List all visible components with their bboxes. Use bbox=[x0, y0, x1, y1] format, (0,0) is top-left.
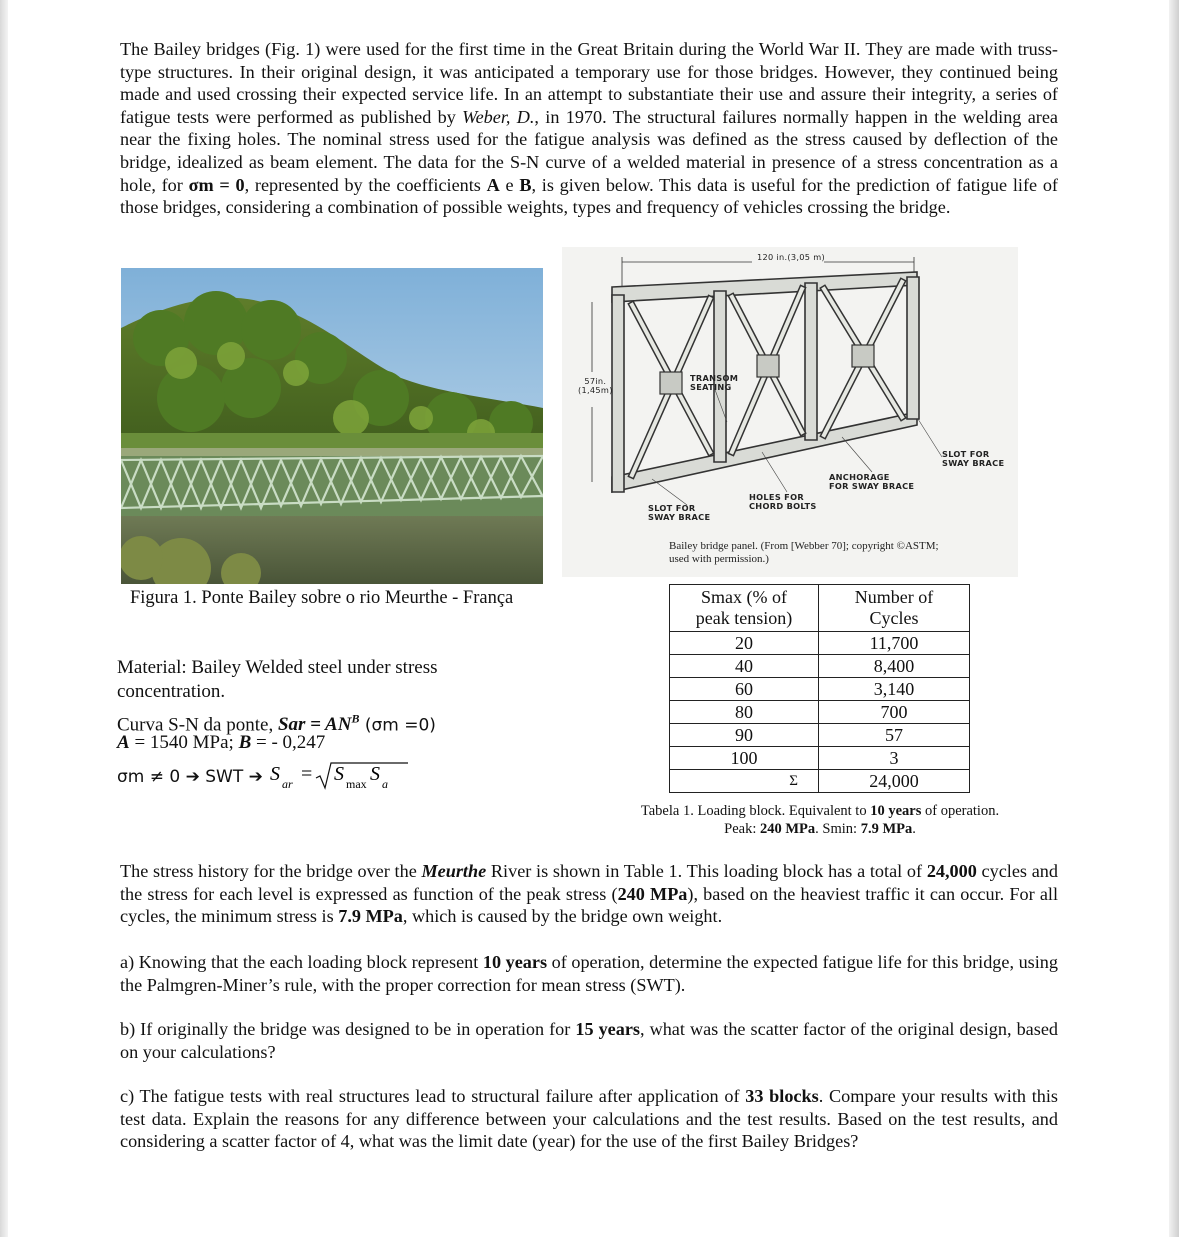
table-row bbox=[670, 632, 970, 655]
intro-text-4: , is given below. This data is useful for the prediction of fatigue life of those bridges, considering a combination of possible weights, types and frequency of vehicles crossing the bridge. bbox=[120, 174, 1058, 218]
table-cell-cycles: 700 bbox=[819, 701, 970, 724]
diagram-height-label-m: (1,45m) bbox=[578, 385, 613, 395]
intro-text-2: , in 1970. The structural failures normally happen in the welding area near the fixing holes. The nominal stress used for the fatigue analysis was defined as the stress caused by deflection of the bridge, idealized as beam element. The data for the S-N curve of a welded material in presence of a stress concentration as a hole, for bbox=[120, 106, 1058, 195]
question-a bbox=[120, 951, 1058, 996]
sn-coefficients bbox=[117, 731, 325, 755]
intro-coef-a: A bbox=[486, 174, 500, 195]
diagram-slot-right-label-2: SWAY BRACE bbox=[942, 458, 1005, 468]
table-row bbox=[670, 701, 970, 724]
question-b-text-1: b) If originally the bridge was designed to be in operation for bbox=[120, 1019, 576, 1039]
table-caption-peak: 240 MPa bbox=[759, 821, 816, 837]
diagram-transom-label-2: SEATING bbox=[690, 382, 732, 392]
sn-curve-exponent: B bbox=[351, 712, 360, 726]
table-caption-smin: 7.9 MPa bbox=[860, 821, 913, 837]
table-header-cycles bbox=[819, 585, 970, 632]
swt-prefix: σm ≠ 0 ➔ SWT ➔ bbox=[117, 767, 269, 787]
table-cell-smax: 90 bbox=[670, 724, 819, 747]
table-sum-row bbox=[670, 770, 970, 793]
stress-text-d: ), based on the heaviest traffic it can occur. For all cycles, the minimum stress is bbox=[120, 883, 1058, 927]
intro-paragraph bbox=[120, 38, 1058, 219]
diagram-caption-2: used with permission.) bbox=[669, 553, 769, 565]
table-header-cycles-1: Number of bbox=[854, 587, 934, 607]
diagram-holes-label bbox=[749, 493, 817, 511]
table-caption-a: Tabela 1. Loading block. Equivalent to bbox=[640, 803, 871, 819]
diagram-caption-1: Bailey bridge panel. (From [Webber 70]; copyright ©ASTM; bbox=[669, 540, 939, 552]
table-caption-g: . bbox=[912, 821, 916, 837]
coef-b-value: = - 0,247 bbox=[251, 732, 326, 753]
stress-total-cycles: 24,000 bbox=[926, 861, 977, 881]
table-cell-cycles: 8,400 bbox=[819, 655, 970, 678]
question-a-text-1: a) Knowing that the each loading block represent bbox=[120, 952, 483, 972]
table-caption bbox=[640, 802, 1000, 838]
table-sum-symbol: Σ bbox=[670, 770, 819, 793]
table-header-smax bbox=[670, 585, 819, 632]
svg-text:S: S bbox=[334, 763, 345, 785]
material-line-2: concentration. bbox=[117, 681, 226, 702]
table-row bbox=[670, 747, 970, 770]
diagram-slot-left-label bbox=[648, 504, 710, 522]
material-line-1: Material: Bailey Welded steel under stress bbox=[117, 657, 438, 678]
table-cell-cycles: 3,140 bbox=[819, 678, 970, 701]
question-a-text-2: of operation, determine the expected fatigue life for this bridge, using the Palmgren-Miner’s rule, with the proper correction for mean stress (SWT). bbox=[120, 952, 1058, 995]
svg-text:ar: ar bbox=[282, 777, 293, 791]
question-a-bold: 10 years bbox=[482, 952, 548, 972]
bailey-panel-diagram bbox=[562, 247, 1018, 577]
table-header-row bbox=[670, 585, 970, 632]
coef-b-label: B bbox=[238, 732, 252, 753]
table-cell-smax: 60 bbox=[670, 678, 819, 701]
figure-1-caption: Figura 1. Ponte Bailey sobre o rio Meurthe - França bbox=[130, 588, 514, 608]
stress-text-b: River is shown in Table 1. This loading block has a total of bbox=[486, 861, 927, 881]
table-row bbox=[670, 724, 970, 747]
svg-text:a: a bbox=[382, 777, 389, 791]
page-left-edge bbox=[0, 0, 8, 1237]
svg-text:S: S bbox=[270, 763, 281, 785]
sn-curve-formula: Sar = AN bbox=[277, 714, 352, 736]
question-c bbox=[120, 1085, 1058, 1153]
stress-min: 7.9 MPa bbox=[338, 906, 403, 927]
svg-text:max: max bbox=[346, 777, 367, 791]
diagram-height-label bbox=[578, 377, 613, 395]
table-row bbox=[670, 678, 970, 701]
page-right-edge bbox=[1169, 0, 1179, 1237]
question-c-text-2: . Compare your results with this test data. Explain the reasons for any difference between your calculations and the test results. Based on the test results, and considering a scatter factor of 4, what was the limit date (year) for the use of the first Bailey Bridges? bbox=[120, 1086, 1058, 1152]
coef-a-value: = 1540 MPa; bbox=[129, 732, 239, 753]
diagram-anchorage-label-2: FOR SWAY BRACE bbox=[829, 481, 915, 491]
diagram-slot-right-label bbox=[942, 450, 1004, 468]
table-caption-e: . Smin: bbox=[815, 821, 861, 837]
river-name: Meurthe bbox=[421, 861, 487, 881]
coef-a-label: A bbox=[117, 732, 130, 753]
diagram-slot-left-label-2: SWAY BRACE bbox=[648, 512, 711, 522]
diagram-transom-label-1: TRANSOM bbox=[690, 373, 739, 383]
table-cell-cycles: 11,700 bbox=[819, 632, 970, 655]
stress-peak: 240 MPa bbox=[617, 883, 688, 904]
table-header-cycles-2: Cycles bbox=[869, 608, 919, 628]
table-cell-smax: 100 bbox=[670, 747, 819, 770]
sn-curve-condition: (σm =0) bbox=[359, 715, 436, 736]
intro-text-1: The Bailey bridges (Fig. 1) were used for the first time in the Great Britain during the World War II. They are made with truss-type structures. In their original design, it was anticipated a temporary use for those bridges. However, they continued being made and used crossing their expected service life. In an attempt to substantiate their use and assure their integrity, a series of fatigue tests were performed as published by bbox=[120, 39, 1058, 127]
intro-author: Weber, D. bbox=[462, 106, 535, 127]
diagram-transom-label bbox=[690, 374, 738, 392]
question-c-bold: 33 blocks bbox=[745, 1086, 819, 1106]
table-caption-c: of operation. Peak: bbox=[724, 803, 1000, 837]
sn-curve-prefix: Curva S-N da ponte, bbox=[117, 714, 278, 736]
table-caption-years: 10 years bbox=[870, 803, 922, 819]
material-description bbox=[117, 656, 438, 704]
question-b-text-2: , what was the scatter factor of the original design, based on your calculations? bbox=[120, 1019, 1058, 1062]
table-header-smax-2: peak tension) bbox=[695, 608, 793, 628]
intro-text-e: e bbox=[499, 174, 520, 195]
diagram-slot-right-label-1: SLOT FOR bbox=[942, 449, 990, 459]
diagram-height-label-in: 57in. bbox=[584, 376, 607, 386]
question-c-text-1: c) The fatigue tests with real structures lead to structural failure after application of bbox=[120, 1086, 746, 1106]
bailey-bridge-photo bbox=[121, 268, 543, 584]
table-cell-cycles: 57 bbox=[819, 724, 970, 747]
loading-block-table bbox=[669, 584, 970, 793]
question-b bbox=[120, 1018, 1058, 1063]
stress-text-c: cycles and the stress for each level is expressed as function of the peak stress ( bbox=[120, 861, 1058, 904]
diagram-width-label: 120 in.(3,05 m) bbox=[757, 252, 825, 262]
table-cell-smax: 40 bbox=[670, 655, 819, 678]
diagram-slot-left-label-1: SLOT FOR bbox=[648, 503, 696, 513]
question-b-bold: 15 years bbox=[575, 1019, 640, 1039]
diagram-anchorage-label-1: ANCHORAGE bbox=[829, 472, 890, 482]
diagram-caption bbox=[669, 540, 999, 566]
intro-coef-b: B bbox=[519, 174, 532, 195]
svg-text:=: = bbox=[301, 763, 313, 785]
stress-history-paragraph bbox=[120, 860, 1058, 928]
intro-sigma-condition: σm = 0 bbox=[188, 174, 245, 195]
stress-text-a: The stress history for the bridge over the bbox=[120, 861, 422, 881]
table-sum-value: 24,000 bbox=[819, 770, 970, 793]
stress-text-e: , which is caused by the bridge own weight. bbox=[402, 906, 723, 927]
table-cell-smax: 20 bbox=[670, 632, 819, 655]
svg-text:S: S bbox=[370, 763, 381, 785]
table-header-smax-1: Smax (% of bbox=[701, 587, 787, 607]
diagram-holes-label-1: HOLES FOR bbox=[749, 492, 804, 502]
table-cell-cycles: 3 bbox=[819, 747, 970, 770]
table-row bbox=[670, 655, 970, 678]
intro-text-3: , represented by the coefficients bbox=[244, 174, 487, 195]
diagram-anchorage-label bbox=[829, 473, 914, 491]
diagram-holes-label-2: CHORD BOLTS bbox=[749, 501, 817, 511]
table-cell-smax: 80 bbox=[670, 701, 819, 724]
swt-equation-graphic bbox=[268, 760, 418, 792]
swt-formula bbox=[117, 760, 418, 792]
